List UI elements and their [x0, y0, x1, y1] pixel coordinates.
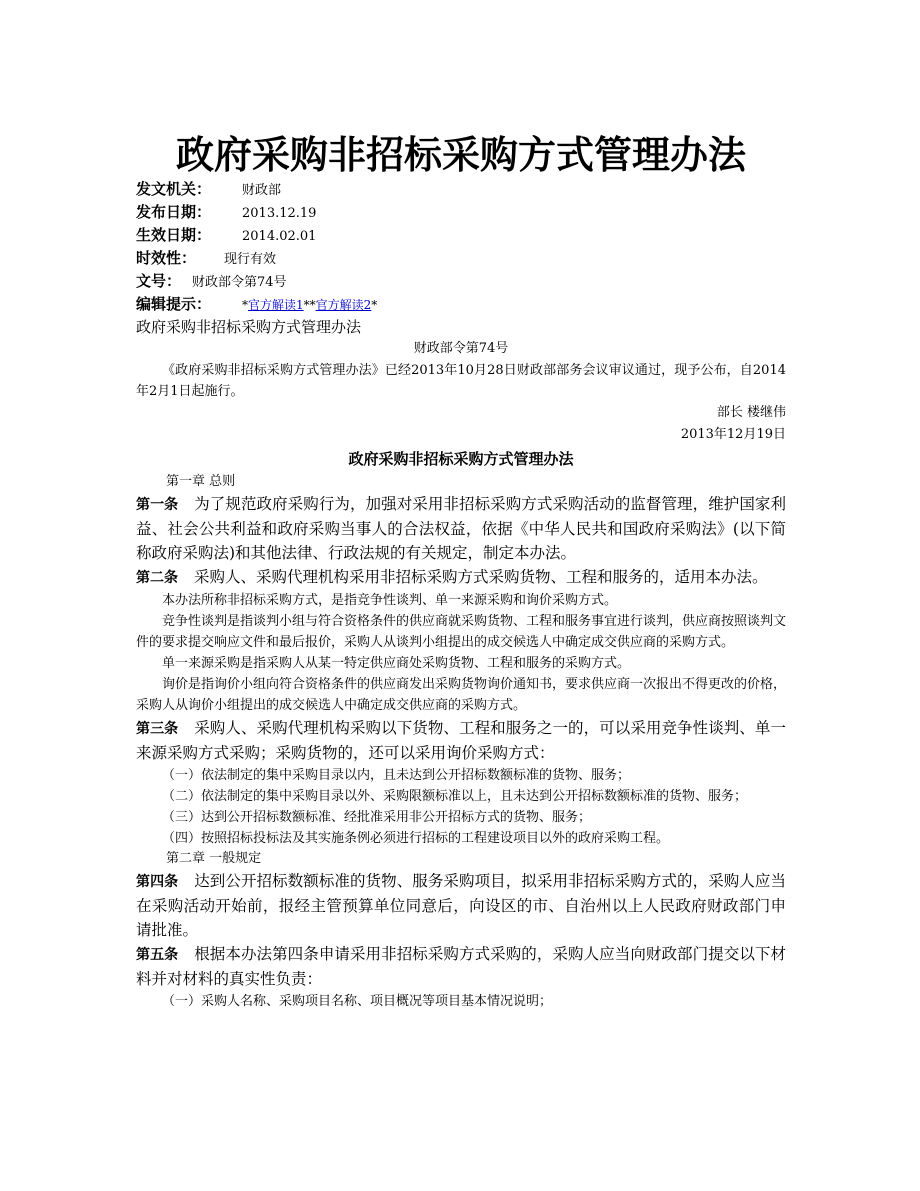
article-2 — [136, 565, 786, 590]
article-3-number: 第三条 — [136, 721, 179, 737]
edit-hint-mid: ** — [303, 298, 316, 312]
meta-effective-date-label: 生效日期： — [136, 226, 212, 244]
sign-date: 2013年12月19日 — [680, 427, 786, 442]
meta-validity-label: 时效性： — [136, 249, 197, 267]
meta-edit-hint — [136, 293, 786, 316]
article-3-item-2: （二）依法制定的集中采购目录以外、采购限额标准以上，且未达到公开招标数额标准的货物、服务； — [162, 789, 748, 804]
article-5-number: 第五条 — [136, 947, 179, 963]
meta-issuer-label: 发文机关： — [136, 180, 212, 198]
article-2-para-3: 单一来源采购是指采购人从某一特定供应商处采购货物、工程和服务的采购方式。 — [162, 656, 631, 671]
article-3 — [136, 716, 786, 765]
article-2-number: 第二条 — [136, 570, 178, 586]
article-3-item-4: （四）按照招标投标法及其实施条例必须进行招标的工程建设项目以外的政府采购工程。 — [162, 831, 670, 846]
signer: 部长 楼继伟 — [716, 405, 786, 420]
edit-hint-label: 编辑提示： — [136, 295, 212, 313]
article-5 — [136, 942, 786, 991]
meta-validity — [136, 247, 786, 270]
edit-hint-suffix: * — [371, 298, 378, 312]
meta-effective-date-value: 2014.02.01 — [242, 229, 317, 244]
article-5-text: 根据本办法第四条申请采用非招标采购方式采购的，采购人应当向财政部门提交以下材料并对材料的真实性负责： — [136, 945, 786, 988]
edit-hint-prefix: * — [242, 298, 248, 312]
announcement: 《政府采购非招标采购方式管理办法》已经2013年10月28日财政部部务会议审议通过，现予公布，自2014年2月1日起施行。 — [136, 363, 786, 399]
document-title: 政府采购非招标采购方式管理办法 — [175, 132, 746, 177]
meta-publish-date-value: 2013.12.19 — [242, 206, 317, 221]
official-interpretation-1-link[interactable]: 官方解读1 — [248, 298, 304, 312]
article-3-item-1: （一）依法制定的集中采购目录以内，且未达到公开招标数额标准的货物、服务； — [162, 768, 631, 783]
meta-doc-number-value: 财政部令第74号 — [192, 275, 287, 290]
article-2-para-2: 竞争性谈判是指谈判小组与符合资格条件的供应商就采购货物、工程和服务事宜进行谈判，供应商按照谈判文件的要求提交响应文件和最后报价，采购人从谈判小组提出的成交候选人中确定成交供应商的采购方式。 — [136, 614, 787, 650]
meta-doc-number — [136, 270, 786, 293]
document-page — [136, 128, 786, 1012]
official-interpretation-2-link[interactable]: 官方解读2 — [315, 298, 372, 312]
article-2-para-4: 询价是指询价小组向符合资格条件的供应商发出采购货物询价通知书，要求供应商一次报出不得更改的价格，采购人从询价小组提出的成交候选人中确定成交供应商的采购方式。 — [136, 677, 787, 713]
article-4-number: 第四条 — [136, 874, 179, 890]
meta-publish-date — [136, 201, 786, 224]
article-2-text: 采购人、采购代理机构采用非招标采购方式采购货物、工程和服务的，适用本办法。 — [194, 568, 768, 586]
article-1-number: 第一条 — [136, 497, 179, 513]
meta-validity-value: 现行有效 — [224, 252, 277, 267]
meta-publish-date-label: 发布日期： — [136, 203, 212, 221]
article-5-item-1: （一）采购人名称、采购项目名称、项目概况等项目基本情况说明； — [162, 994, 553, 1009]
plain-title: 政府采购非招标采购方式管理办法 — [136, 318, 362, 336]
article-1 — [136, 492, 786, 565]
meta-doc-number-label: 文号： — [136, 272, 182, 290]
order-number: 财政部令第74号 — [413, 341, 509, 356]
meta-issuer-value: 财政部 — [242, 183, 282, 198]
article-3-text: 采购人、采购代理机构采购以下货物、工程和服务之一的，可以采用竞争性谈判、单一来源采购方式采购；采购货物的，还可以采用询价采购方式： — [136, 719, 786, 762]
article-2-para-1: 本办法所称非招标采购方式，是指竞争性谈判、单一来源采购和询价采购方式。 — [162, 593, 618, 608]
meta-effective-date — [136, 224, 786, 247]
article-4-text: 达到公开招标数额标准的货物、服务采购项目，拟采用非招标采购方式的，采购人应当在采购活动开始前，报经主管预算单位同意后，向设区的市、自治州以上人民政府财政部门申请批准。 — [136, 872, 786, 939]
article-1-text: 为了规范政府采购行为，加强对采用非招标采购方式采购活动的监督管理，维护国家利益、社会公共利益和政府采购当事人的合法权益，依据《中华人民共和国政府采购法》(以下简称政府采购法)和其他法律、行政法规的有关规定，制定本办法。 — [136, 495, 786, 562]
chapter-1-heading: 第一章 总则 — [166, 474, 236, 489]
article-4 — [136, 869, 786, 942]
chapter-2-heading: 第二章 一般规定 — [166, 851, 262, 866]
article-3-item-3: （三）达到公开招标数额标准、经批准采用非公开招标方式的货物、服务； — [162, 810, 592, 825]
body-title: 政府采购非招标采购方式管理办法 — [348, 450, 574, 468]
